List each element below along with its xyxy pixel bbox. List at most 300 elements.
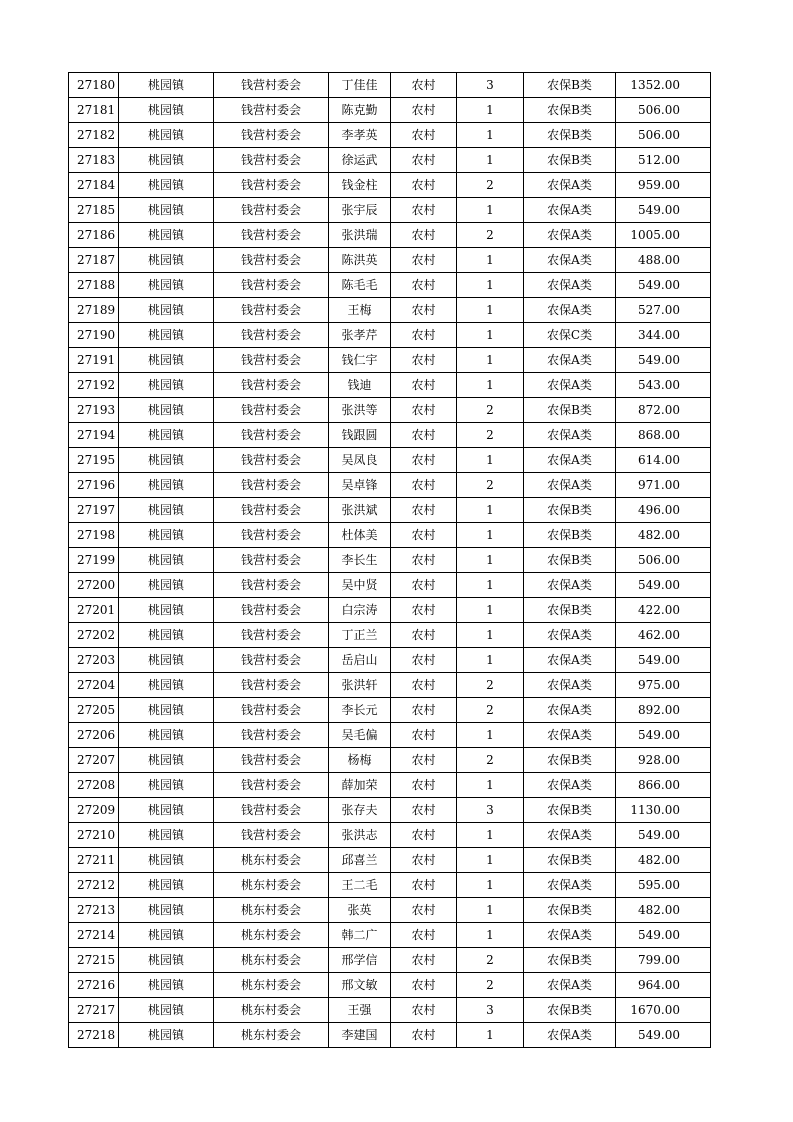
record-id-cell: 27199: [69, 548, 119, 573]
amount-cell: 1670.00: [616, 998, 711, 1023]
insurance-category-cell: 农保B类: [524, 123, 616, 148]
town-cell: 桃园镇: [119, 848, 214, 873]
household-count-cell: 2: [457, 673, 524, 698]
village-committee-cell: 钱营村委会: [214, 573, 329, 598]
village-committee-cell: 钱营村委会: [214, 748, 329, 773]
insurance-category-cell: 农保B类: [524, 148, 616, 173]
table-row: [69, 273, 711, 298]
table-row: [69, 948, 711, 973]
record-id-cell: 27210: [69, 823, 119, 848]
record-id-cell: 27194: [69, 423, 119, 448]
table-row: [69, 748, 711, 773]
person-name-cell: 邢学信: [329, 948, 391, 973]
household-count-cell: 2: [457, 698, 524, 723]
household-count-cell: 1: [457, 723, 524, 748]
household-count-cell: 3: [457, 998, 524, 1023]
village-committee-cell: 钱营村委会: [214, 148, 329, 173]
record-id-cell: 27180: [69, 73, 119, 98]
table-row: [69, 223, 711, 248]
area-type-cell: 农村: [391, 173, 457, 198]
record-id-cell: 27218: [69, 1023, 119, 1048]
table-row: [69, 298, 711, 323]
record-id-cell: 27190: [69, 323, 119, 348]
insurance-category-cell: 农保A类: [524, 873, 616, 898]
town-cell: 桃园镇: [119, 523, 214, 548]
area-type-cell: 农村: [391, 773, 457, 798]
person-name-cell: 张孝芹: [329, 323, 391, 348]
insurance-category-cell: 农保A类: [524, 673, 616, 698]
insurance-category-cell: 农保A类: [524, 223, 616, 248]
village-committee-cell: 钱营村委会: [214, 298, 329, 323]
amount-cell: 549.00: [616, 198, 711, 223]
village-committee-cell: 钱营村委会: [214, 73, 329, 98]
household-count-cell: 1: [457, 623, 524, 648]
town-cell: 桃园镇: [119, 823, 214, 848]
table-row: [69, 448, 711, 473]
amount-cell: 549.00: [616, 823, 711, 848]
town-cell: 桃园镇: [119, 648, 214, 673]
insurance-category-cell: 农保A类: [524, 923, 616, 948]
person-name-cell: 钱仁宇: [329, 348, 391, 373]
household-count-cell: 1: [457, 873, 524, 898]
area-type-cell: 农村: [391, 723, 457, 748]
town-cell: 桃园镇: [119, 623, 214, 648]
area-type-cell: 农村: [391, 1023, 457, 1048]
town-cell: 桃园镇: [119, 698, 214, 723]
household-count-cell: 1: [457, 823, 524, 848]
village-committee-cell: 钱营村委会: [214, 548, 329, 573]
person-name-cell: 陈毛毛: [329, 273, 391, 298]
record-id-cell: 27195: [69, 448, 119, 473]
record-id-cell: 27215: [69, 948, 119, 973]
household-count-cell: 2: [457, 398, 524, 423]
village-committee-cell: 钱营村委会: [214, 423, 329, 448]
area-type-cell: 农村: [391, 348, 457, 373]
record-id-cell: 27197: [69, 498, 119, 523]
insurance-category-cell: 农保A类: [524, 198, 616, 223]
town-cell: 桃园镇: [119, 973, 214, 998]
insurance-category-cell: 农保A类: [524, 248, 616, 273]
amount-cell: 506.00: [616, 123, 711, 148]
insurance-category-cell: 农保A类: [524, 473, 616, 498]
household-count-cell: 1: [457, 523, 524, 548]
person-name-cell: 张洪瑞: [329, 223, 391, 248]
table-row: [69, 248, 711, 273]
area-type-cell: 农村: [391, 623, 457, 648]
person-name-cell: 王强: [329, 998, 391, 1023]
household-count-cell: 1: [457, 923, 524, 948]
person-name-cell: 李长生: [329, 548, 391, 573]
household-count-cell: 1: [457, 1023, 524, 1048]
person-name-cell: 邢文敏: [329, 973, 391, 998]
person-name-cell: 李孝英: [329, 123, 391, 148]
person-name-cell: 张洪斌: [329, 498, 391, 523]
amount-cell: 549.00: [616, 1023, 711, 1048]
town-cell: 桃园镇: [119, 473, 214, 498]
area-type-cell: 农村: [391, 948, 457, 973]
amount-cell: 506.00: [616, 548, 711, 573]
table-row: [69, 698, 711, 723]
insurance-category-cell: 农保A类: [524, 573, 616, 598]
area-type-cell: 农村: [391, 323, 457, 348]
record-id-cell: 27214: [69, 923, 119, 948]
person-name-cell: 张洪志: [329, 823, 391, 848]
record-id-cell: 27205: [69, 698, 119, 723]
area-type-cell: 农村: [391, 848, 457, 873]
insurance-category-cell: 农保A类: [524, 373, 616, 398]
table-row: [69, 773, 711, 798]
record-id-cell: 27204: [69, 673, 119, 698]
area-type-cell: 农村: [391, 373, 457, 398]
record-id-cell: 27183: [69, 148, 119, 173]
table-row: [69, 723, 711, 748]
insurance-category-cell: 农保B类: [524, 398, 616, 423]
table-row: [69, 373, 711, 398]
village-committee-cell: 钱营村委会: [214, 498, 329, 523]
amount-cell: 344.00: [616, 323, 711, 348]
person-name-cell: 陈克勤: [329, 98, 391, 123]
insurance-category-cell: 农保A类: [524, 1023, 616, 1048]
household-count-cell: 1: [457, 648, 524, 673]
table-row: [69, 523, 711, 548]
insurance-category-cell: 农保A类: [524, 698, 616, 723]
table-row: [69, 648, 711, 673]
town-cell: 桃园镇: [119, 598, 214, 623]
household-count-cell: 1: [457, 148, 524, 173]
village-committee-cell: 钱营村委会: [214, 198, 329, 223]
record-id-cell: 27184: [69, 173, 119, 198]
area-type-cell: 农村: [391, 898, 457, 923]
person-name-cell: 吴中贤: [329, 573, 391, 598]
area-type-cell: 农村: [391, 248, 457, 273]
household-count-cell: 2: [457, 748, 524, 773]
area-type-cell: 农村: [391, 273, 457, 298]
area-type-cell: 农村: [391, 923, 457, 948]
person-name-cell: 张洪轩: [329, 673, 391, 698]
amount-cell: 928.00: [616, 748, 711, 773]
village-committee-cell: 钱营村委会: [214, 698, 329, 723]
village-committee-cell: 钱营村委会: [214, 448, 329, 473]
record-id-cell: 27188: [69, 273, 119, 298]
town-cell: 桃园镇: [119, 898, 214, 923]
amount-cell: 1130.00: [616, 798, 711, 823]
table-row: [69, 73, 711, 98]
area-type-cell: 农村: [391, 823, 457, 848]
town-cell: 桃园镇: [119, 273, 214, 298]
village-committee-cell: 钱营村委会: [214, 648, 329, 673]
village-committee-cell: 钱营村委会: [214, 98, 329, 123]
amount-cell: 543.00: [616, 373, 711, 398]
record-id-cell: 27201: [69, 598, 119, 623]
village-committee-cell: 钱营村委会: [214, 398, 329, 423]
area-type-cell: 农村: [391, 523, 457, 548]
record-id-cell: 27211: [69, 848, 119, 873]
person-name-cell: 张存夫: [329, 798, 391, 823]
household-count-cell: 2: [457, 423, 524, 448]
village-committee-cell: 钱营村委会: [214, 798, 329, 823]
household-count-cell: 1: [457, 498, 524, 523]
person-name-cell: 岳启山: [329, 648, 391, 673]
amount-cell: 868.00: [616, 423, 711, 448]
area-type-cell: 农村: [391, 223, 457, 248]
village-committee-cell: 钱营村委会: [214, 323, 329, 348]
insurance-category-cell: 农保B类: [524, 898, 616, 923]
insurance-category-cell: 农保A类: [524, 348, 616, 373]
amount-cell: 549.00: [616, 648, 711, 673]
town-cell: 桃园镇: [119, 498, 214, 523]
record-id-cell: 27212: [69, 873, 119, 898]
village-committee-cell: 桃东村委会: [214, 923, 329, 948]
insurance-category-cell: 农保A类: [524, 623, 616, 648]
record-id-cell: 27216: [69, 973, 119, 998]
table-row: [69, 998, 711, 1023]
table-row: [69, 573, 711, 598]
village-committee-cell: 钱营村委会: [214, 523, 329, 548]
amount-cell: 506.00: [616, 98, 711, 123]
household-count-cell: 3: [457, 798, 524, 823]
person-name-cell: 杜体美: [329, 523, 391, 548]
person-name-cell: 王二毛: [329, 873, 391, 898]
household-count-cell: 1: [457, 848, 524, 873]
town-cell: 桃园镇: [119, 548, 214, 573]
household-count-cell: 1: [457, 123, 524, 148]
insurance-category-cell: 农保B类: [524, 548, 616, 573]
village-committee-cell: 钱营村委会: [214, 598, 329, 623]
record-id-cell: 27186: [69, 223, 119, 248]
record-id-cell: 27213: [69, 898, 119, 923]
area-type-cell: 农村: [391, 748, 457, 773]
area-type-cell: 农村: [391, 123, 457, 148]
town-cell: 桃园镇: [119, 123, 214, 148]
village-committee-cell: 桃东村委会: [214, 848, 329, 873]
amount-cell: 549.00: [616, 573, 711, 598]
village-committee-cell: 钱营村委会: [214, 223, 329, 248]
household-count-cell: 2: [457, 223, 524, 248]
table-row: [69, 673, 711, 698]
person-name-cell: 徐运武: [329, 148, 391, 173]
insurance-category-cell: 农保C类: [524, 323, 616, 348]
town-cell: 桃园镇: [119, 448, 214, 473]
amount-cell: 488.00: [616, 248, 711, 273]
record-id-cell: 27196: [69, 473, 119, 498]
insurance-category-cell: 农保B类: [524, 748, 616, 773]
insurance-category-cell: 农保B类: [524, 523, 616, 548]
village-committee-cell: 钱营村委会: [214, 773, 329, 798]
amount-cell: 549.00: [616, 723, 711, 748]
household-count-cell: 1: [457, 273, 524, 298]
amount-cell: 527.00: [616, 298, 711, 323]
table-row: [69, 973, 711, 998]
person-name-cell: 李长元: [329, 698, 391, 723]
amount-cell: 482.00: [616, 898, 711, 923]
insurance-category-cell: 农保B类: [524, 948, 616, 973]
area-type-cell: 农村: [391, 298, 457, 323]
amount-cell: 799.00: [616, 948, 711, 973]
amount-cell: 866.00: [616, 773, 711, 798]
table-body: [69, 73, 711, 1048]
insurance-category-cell: 农保B类: [524, 848, 616, 873]
household-count-cell: 1: [457, 598, 524, 623]
person-name-cell: 丁佳佳: [329, 73, 391, 98]
town-cell: 桃园镇: [119, 1023, 214, 1048]
insurance-category-cell: 农保B类: [524, 598, 616, 623]
person-name-cell: 张洪等: [329, 398, 391, 423]
person-name-cell: 李建国: [329, 1023, 391, 1048]
village-committee-cell: 钱营村委会: [214, 248, 329, 273]
record-id-cell: 27189: [69, 298, 119, 323]
amount-cell: 964.00: [616, 973, 711, 998]
table-row: [69, 548, 711, 573]
record-id-cell: 27209: [69, 798, 119, 823]
town-cell: 桃园镇: [119, 148, 214, 173]
town-cell: 桃园镇: [119, 573, 214, 598]
area-type-cell: 农村: [391, 423, 457, 448]
person-name-cell: 张宇辰: [329, 198, 391, 223]
table-row: [69, 798, 711, 823]
area-type-cell: 农村: [391, 573, 457, 598]
insurance-category-cell: 农保A类: [524, 423, 616, 448]
amount-cell: 549.00: [616, 273, 711, 298]
table-row: [69, 873, 711, 898]
village-committee-cell: 钱营村委会: [214, 348, 329, 373]
insurance-category-cell: 农保A类: [524, 298, 616, 323]
area-type-cell: 农村: [391, 398, 457, 423]
person-name-cell: 张英: [329, 898, 391, 923]
table-row: [69, 848, 711, 873]
area-type-cell: 农村: [391, 873, 457, 898]
town-cell: 桃园镇: [119, 98, 214, 123]
town-cell: 桃园镇: [119, 723, 214, 748]
household-count-cell: 2: [457, 973, 524, 998]
area-type-cell: 农村: [391, 73, 457, 98]
household-count-cell: 1: [457, 573, 524, 598]
amount-cell: 892.00: [616, 698, 711, 723]
village-committee-cell: 桃东村委会: [214, 998, 329, 1023]
village-committee-cell: 钱营村委会: [214, 723, 329, 748]
household-count-cell: 3: [457, 73, 524, 98]
person-name-cell: 钱迪: [329, 373, 391, 398]
table-row: [69, 98, 711, 123]
amount-cell: 614.00: [616, 448, 711, 473]
insurance-category-cell: 农保B类: [524, 998, 616, 1023]
person-name-cell: 邱喜兰: [329, 848, 391, 873]
village-committee-cell: 钱营村委会: [214, 623, 329, 648]
insurance-category-cell: 农保A类: [524, 823, 616, 848]
household-count-cell: 1: [457, 448, 524, 473]
amount-cell: 595.00: [616, 873, 711, 898]
insurance-category-cell: 农保A类: [524, 648, 616, 673]
household-count-cell: 1: [457, 198, 524, 223]
table-row: [69, 348, 711, 373]
area-type-cell: 农村: [391, 698, 457, 723]
insurance-category-cell: 农保A类: [524, 973, 616, 998]
household-count-cell: 2: [457, 473, 524, 498]
town-cell: 桃园镇: [119, 748, 214, 773]
town-cell: 桃园镇: [119, 323, 214, 348]
insurance-category-cell: 农保A类: [524, 773, 616, 798]
amount-cell: 549.00: [616, 923, 711, 948]
town-cell: 桃园镇: [119, 73, 214, 98]
table-row: [69, 323, 711, 348]
person-name-cell: 陈洪英: [329, 248, 391, 273]
household-count-cell: 1: [457, 348, 524, 373]
town-cell: 桃园镇: [119, 373, 214, 398]
village-committee-cell: 钱营村委会: [214, 473, 329, 498]
record-id-cell: 27193: [69, 398, 119, 423]
town-cell: 桃园镇: [119, 873, 214, 898]
amount-cell: 1352.00: [616, 73, 711, 98]
area-type-cell: 农村: [391, 148, 457, 173]
table-row: [69, 498, 711, 523]
town-cell: 桃园镇: [119, 198, 214, 223]
area-type-cell: 农村: [391, 998, 457, 1023]
household-count-cell: 1: [457, 773, 524, 798]
area-type-cell: 农村: [391, 648, 457, 673]
amount-cell: 549.00: [616, 348, 711, 373]
table-row: [69, 198, 711, 223]
insurance-category-cell: 农保B类: [524, 73, 616, 98]
town-cell: 桃园镇: [119, 223, 214, 248]
area-type-cell: 农村: [391, 198, 457, 223]
table-row: [69, 398, 711, 423]
table-row: [69, 173, 711, 198]
town-cell: 桃园镇: [119, 348, 214, 373]
amount-cell: 422.00: [616, 598, 711, 623]
person-name-cell: 吴凤良: [329, 448, 391, 473]
town-cell: 桃园镇: [119, 773, 214, 798]
household-count-cell: 1: [457, 898, 524, 923]
amount-cell: 971.00: [616, 473, 711, 498]
record-id-cell: 27203: [69, 648, 119, 673]
record-id-cell: 27181: [69, 98, 119, 123]
household-count-cell: 1: [457, 548, 524, 573]
village-committee-cell: 桃东村委会: [214, 973, 329, 998]
area-type-cell: 农村: [391, 473, 457, 498]
table-row: [69, 1023, 711, 1048]
table-row: [69, 923, 711, 948]
area-type-cell: 农村: [391, 98, 457, 123]
insurance-category-cell: 农保A类: [524, 173, 616, 198]
person-name-cell: 钱跟圆: [329, 423, 391, 448]
amount-cell: 959.00: [616, 173, 711, 198]
village-committee-cell: 钱营村委会: [214, 373, 329, 398]
town-cell: 桃园镇: [119, 248, 214, 273]
village-committee-cell: 钱营村委会: [214, 823, 329, 848]
table-row: [69, 123, 711, 148]
person-name-cell: 薛加荣: [329, 773, 391, 798]
table-row: [69, 148, 711, 173]
insurance-category-cell: 农保A类: [524, 723, 616, 748]
town-cell: 桃园镇: [119, 948, 214, 973]
household-count-cell: 2: [457, 948, 524, 973]
person-name-cell: 白宗涛: [329, 598, 391, 623]
village-committee-cell: 桃东村委会: [214, 898, 329, 923]
amount-cell: 482.00: [616, 848, 711, 873]
town-cell: 桃园镇: [119, 923, 214, 948]
household-count-cell: 1: [457, 298, 524, 323]
person-name-cell: 吴卓锋: [329, 473, 391, 498]
record-id-cell: 27198: [69, 523, 119, 548]
area-type-cell: 农村: [391, 498, 457, 523]
table-row: [69, 423, 711, 448]
town-cell: 桃园镇: [119, 798, 214, 823]
household-count-cell: 1: [457, 373, 524, 398]
record-id-cell: 27202: [69, 623, 119, 648]
table-row: [69, 598, 711, 623]
household-count-cell: 1: [457, 248, 524, 273]
table-row: [69, 623, 711, 648]
person-name-cell: 丁正兰: [329, 623, 391, 648]
